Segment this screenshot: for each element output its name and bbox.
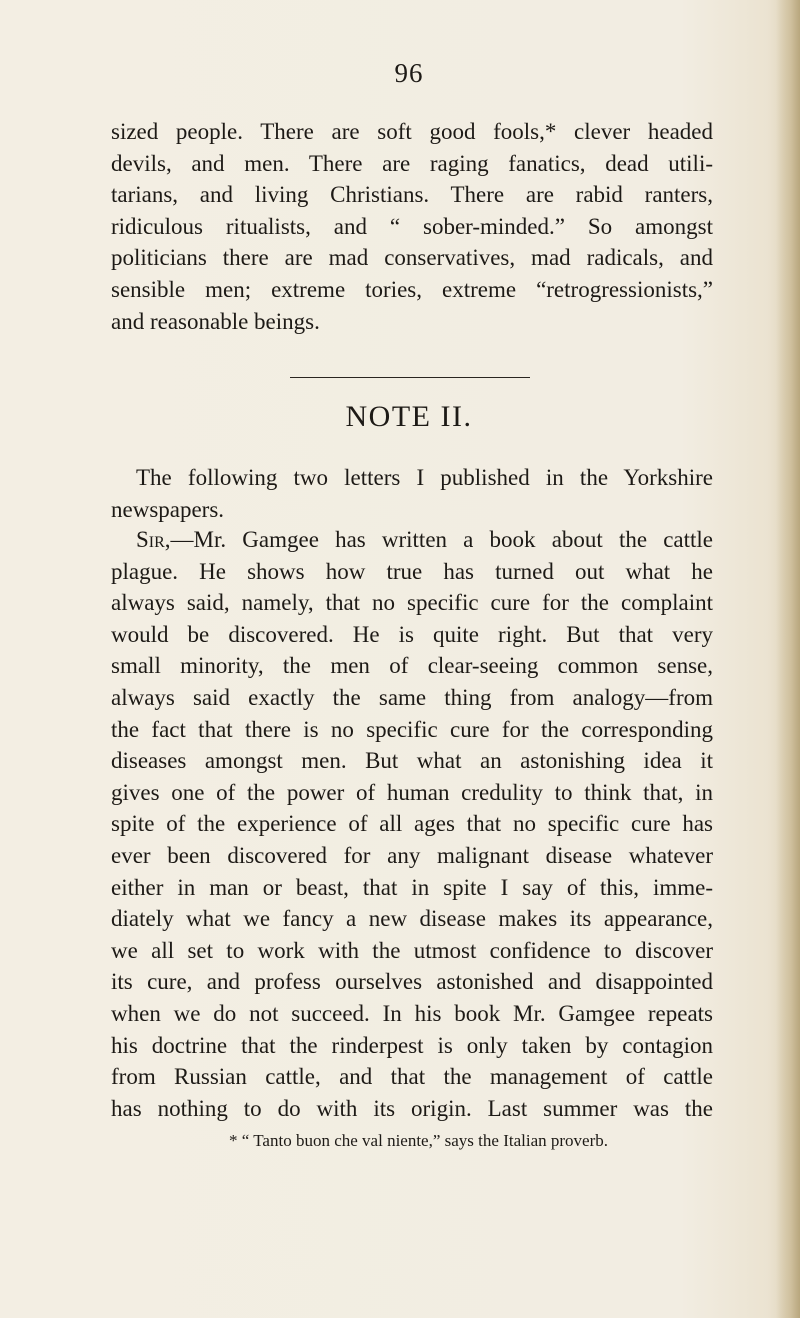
paragraph-continued	[111, 116, 713, 337]
page-edge-shadow	[776, 0, 800, 1318]
text-line: devils, and men. There are raging fanatics, dead utili-	[111, 150, 713, 176]
text-line-salutation	[111, 524, 713, 556]
section-divider	[290, 377, 530, 378]
footnote: * “ Tanto buon che val niente,” says the Italian proverb.	[229, 1131, 608, 1150]
paragraph-intro	[111, 462, 713, 525]
section-heading: NOTE II.	[345, 400, 473, 433]
text-line: diseases amongst men. But what an astonishing idea it	[111, 748, 713, 774]
text-line: ridiculous ritualists, and “ sober-minded.” So amongst	[111, 213, 713, 239]
text-line: always said exactly the same thing from analogy—from	[111, 684, 713, 710]
text-line: always said, namely, that no specific cure for the complaint	[111, 590, 713, 616]
text-line: when we do not succeed. In his book Mr. Gamgee repeats	[111, 1000, 713, 1026]
text-line: sized people. There are soft good fools,* clever headed	[111, 119, 713, 144]
text-line: spite of the experience of all ages that no specific cure has	[111, 811, 713, 837]
text-line: his doctrine that the rinderpest is only taken by contagion	[111, 1032, 713, 1058]
text-line: The following two letters I published in the Yorkshire	[136, 465, 713, 490]
text-line: its cure, and profess ourselves astonished and disappointed	[111, 969, 713, 995]
salutation-rest: —Mr. Gamgee has written a book about the cattle	[170, 527, 713, 552]
text-line: small minority, the men of clear-seeing common sense,	[111, 653, 713, 679]
letter-body	[111, 524, 713, 1124]
text-line: has nothing to do with its origin. Last summer was the	[111, 1095, 713, 1121]
text-line: the fact that there is no specific cure for the corresponding	[111, 716, 713, 742]
text-line: sensible men; extreme tories, extreme “retrogressionists,”	[111, 276, 713, 302]
text-line: from Russian cattle, and that the management of cattle	[111, 1064, 713, 1090]
text-line: either in man or beast, that in spite I say of this, imme-	[111, 874, 713, 900]
text-line: tarians, and living Christians. There are rabid ranters,	[111, 182, 713, 208]
text-line: ever been discovered for any malignant disease whatever	[111, 842, 713, 868]
text-line: we all set to work with the utmost confidence to discover	[111, 937, 713, 963]
page-number: 96	[394, 58, 424, 88]
text-line: diately what we fancy a new disease makes its appearance,	[111, 906, 713, 932]
text-line: plague. He shows how true has turned out what he	[111, 558, 713, 584]
text-line: newspapers.	[111, 496, 225, 522]
salutation: Sir,	[136, 527, 171, 552]
text-line: gives one of the power of human credulity to think that, in	[111, 779, 713, 805]
text-line: would be discovered. He is quite right. But that very	[111, 621, 713, 647]
text-line: and reasonable beings.	[111, 308, 320, 334]
text-line: politicians there are mad conservatives, mad radicals, and	[111, 245, 713, 271]
